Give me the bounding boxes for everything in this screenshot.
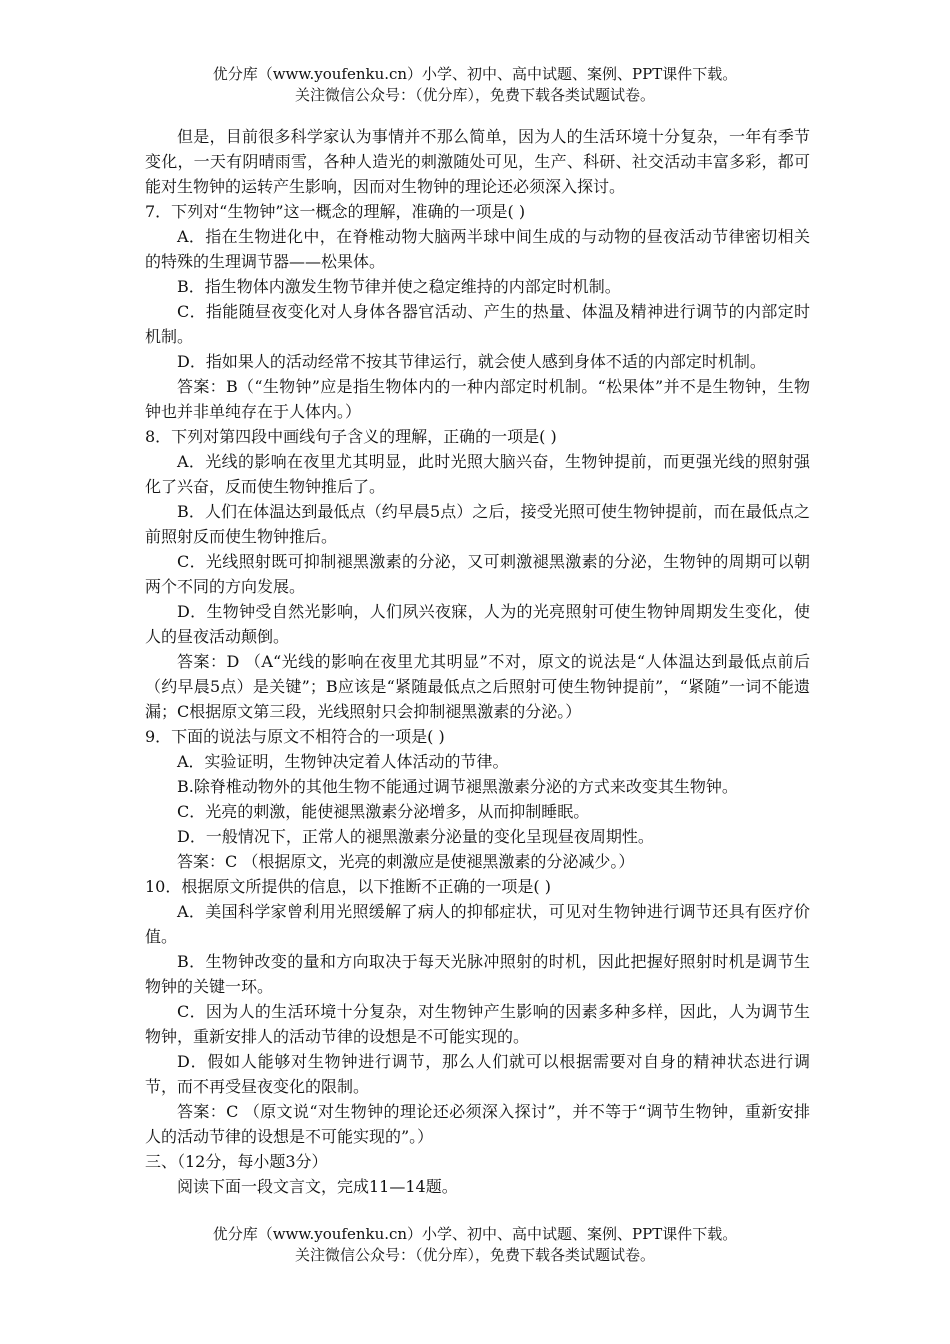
question-9-option-a: A．实验证明，生物钟决定着人体活动的节律。	[177, 752, 509, 771]
question-10-option-d: D．假如人能够对生物钟进行调节，那么人们就可以根据需要对自身的精神状态进行调节，而不再受昼夜变化的限制。	[145, 1052, 810, 1096]
question-8-option-a: A．光线的影响在夜里尤其明显，此时光照大脑兴奋，生物钟提前，而更强光线的照射强化了兴奋，反而使生物钟推后了。	[145, 452, 810, 496]
header-line-1: 优分库（www.youfenku.cn）小学、初中、高中试题、案例、PPT课件下载。	[212, 65, 738, 83]
question-7-option-b: B．指生物体内激发生物节律并使之稳定维持的内部定时机制。	[177, 277, 621, 296]
question-9-answer: 答案：C （根据原文，光亮的刺激应是使褪黑激素的分泌减少。）	[177, 852, 635, 871]
footer-line-2: 关注微信公众号：（优分库），免费下载各类试题试卷。	[294, 1246, 655, 1264]
document-body	[145, 124, 810, 1199]
question-10-option-a: A．美国科学家曾利用光照缓解了病人的抑郁症状，可见对生物钟进行调节还具有医疗价值。	[145, 902, 810, 946]
question-10-stem: 10．根据原文所提供的信息，以下推断不正确的一项是( )	[145, 877, 551, 896]
question-7-option-c: C．指能随昼夜变化对人身体各器官活动、产生的热量、体温及精神进行调节的内部定时机制。	[145, 302, 810, 346]
header-line-2: 关注微信公众号：（优分库），免费下载各类试题试卷。	[294, 86, 655, 104]
question-7-option-a: A．指在生物进化中，在脊椎动物大脑两半球中间生成的与动物的昼夜活动节律密切相关的特殊的生理调节器——松果体。	[145, 227, 810, 271]
question-7-answer: 答案：B（“生物钟”应是指生物体内的一种内部定时机制。“松果体”并不是生物钟，生物钟也并非单纯存在于人体内。）	[145, 377, 810, 421]
question-10-option-b: B．生物钟改变的量和方向取决于每天光脉冲照射的时机，因此把握好照射时机是调节生物钟的关键一环。	[145, 952, 810, 996]
section-3-instruction: 阅读下面一段文言文，完成11—14题。	[177, 1177, 458, 1196]
question-8-option-c: C．光线照射既可抑制褪黑激素的分泌，又可刺激褪黑激素的分泌，生物钟的周期可以朝两个不同的方向发展。	[145, 552, 810, 596]
question-10-answer: 答案：C （原文说“对生物钟的理论还必须深入探讨”，并不等于“调节生物钟，重新安排人的活动节律的设想是不可能实现的”。）	[145, 1102, 810, 1146]
question-7-stem: 7．下列对“生物钟”这一概念的理解，准确的一项是( )	[145, 202, 526, 221]
question-9-option-b: B.除脊椎动物外的其他生物不能通过调节褪黑激素分泌的方式来改变其生物钟。	[177, 777, 738, 796]
question-8-option-b: B．人们在体温达到最低点（约早晨5点）之后，接受光照可使生物钟提前，而在最低点之前照射反而使生物钟推后。	[145, 502, 810, 546]
question-8-answer: 答案：D （A“光线的影响在夜里尤其明显”不对，原文的说法是“人体温达到最低点前后（约早晨5点）是关键”；B应该是“紧随最低点之后照射可使生物钟提前”，“紧随”一词不能遗漏；C根据原文第三段，光线照射只会抑制褪黑激素的分泌。）	[145, 652, 810, 721]
question-8-option-d: D．生物钟受自然光影响，人们夙兴夜寐，人为的光亮照射可使生物钟周期发生变化，使人的昼夜活动颠倒。	[145, 602, 810, 646]
question-10-option-c: C．因为人的生活环境十分复杂，对生物钟产生影响的因素多种多样，因此，人为调节生物钟，重新安排人的活动节律的设想是不可能实现的。	[145, 1002, 810, 1046]
page-header	[0, 64, 950, 106]
footer-line-1: 优分库（www.youfenku.cn）小学、初中、高中试题、案例、PPT课件下载。	[212, 1225, 738, 1243]
page-footer	[0, 1224, 950, 1266]
question-9-option-d: D．一般情况下，正常人的褪黑激素分泌量的变化呈现昼夜周期性。	[177, 827, 654, 846]
question-8-stem: 8．下列对第四段中画线句子含义的理解，正确的一项是( )	[145, 427, 557, 446]
question-7-option-d: D．指如果人的活动经常不按其节律运行，就会使人感到身体不适的内部定时机制。	[177, 352, 766, 371]
section-3-title: 三、（12分，每小题3分）	[145, 1152, 328, 1171]
question-9-stem: 9．下面的说法与原文不相符合的一项是( )	[145, 727, 445, 746]
question-9-option-c: C．光亮的刺激，能使褪黑激素分泌增多，从而抑制睡眠。	[177, 802, 590, 821]
intro-paragraph: 但是，目前很多科学家认为事情并不那么简单，因为人的生活环境十分复杂，一年有季节变化，一天有阴晴雨雪，各种人造光的刺激随处可见，生产、科研、社交活动丰富多彩，都可能对生物钟的运转产生影响，因而对生物钟的理论还必须深入探讨。	[145, 127, 810, 196]
